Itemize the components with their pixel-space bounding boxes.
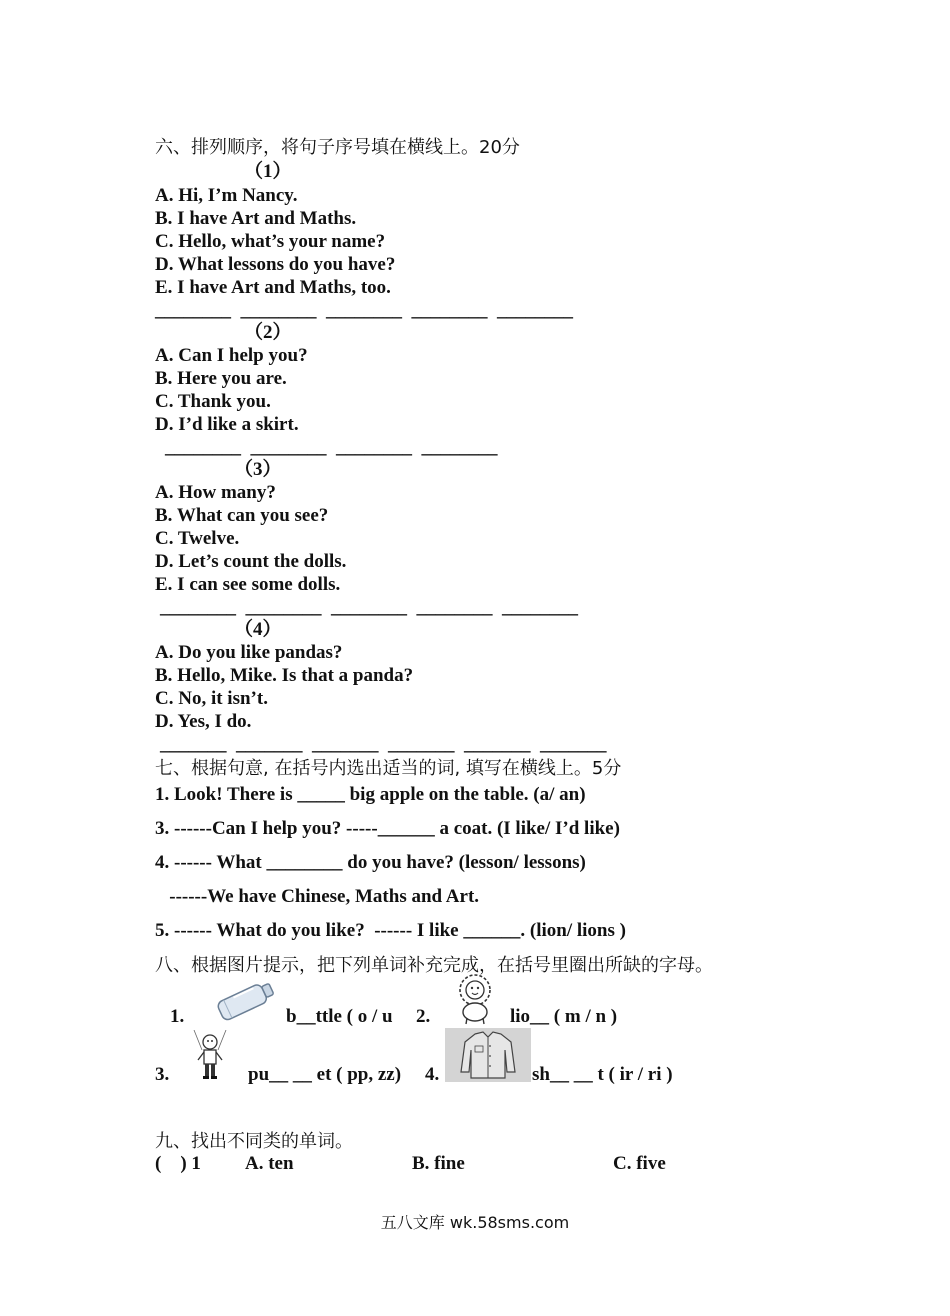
g3-item-b: B. What can you see? (155, 505, 329, 526)
g3-item-c: C. Twelve. (155, 528, 240, 549)
group-2-number: （2） (244, 322, 292, 343)
sec8-q2-number: 2. (416, 1006, 431, 1027)
sec7-q1: 1. Look! There is _____ big apple on the table. (a/ an) (155, 784, 586, 805)
bottle-icon (210, 975, 280, 1027)
sec9-q1-option-c: C. five (613, 1153, 666, 1174)
sec7-q5: 5. ------ What do you like? ------ I like ______. (lion/ lions ) (155, 920, 626, 941)
sec8-q1-word: b__ttle ( o / u (286, 1006, 393, 1027)
sec7-q3: 3. ------Can I help you? -----______ a coat. (I like/ I’d like) (155, 818, 620, 839)
g1-item-e: E. I have Art and Maths, too. (155, 277, 391, 298)
g3-item-d: D. Let’s count the dolls. (155, 551, 347, 572)
g2-answer-blanks[interactable]: ________ ________ ________ ________ (165, 437, 498, 458)
sec8-q3-word: pu__ __ et ( pp, zz) (248, 1064, 402, 1085)
sec8-q4-word: sh__ __ t ( ir / ri ) (532, 1064, 673, 1085)
g2-item-c: C. Thank you. (155, 391, 271, 412)
sec8-q2-word: lio__ ( m / n ) (510, 1006, 618, 1027)
g4-item-b: B. Hello, Mike. Is that a panda? (155, 665, 414, 686)
g3-item-a: A. How many? (155, 482, 276, 503)
g3-item-e: E. I can see some dolls. (155, 574, 341, 595)
g4-answer-blanks[interactable]: _______ _______ _______ _______ _______ _______ (160, 734, 607, 755)
g3-answer-blanks[interactable]: ________ ________ ________ ________ ________ (160, 597, 578, 618)
g1-answer-blanks[interactable]: ________ ________ ________ ________ ________ (155, 300, 573, 321)
section-6-title: 六、排列顺序，将句子序号填在横线上。20分 (155, 137, 520, 158)
g1-item-a: A. Hi, I’m Nancy. (155, 185, 298, 206)
g1-item-b: B. I have Art and Maths. (155, 208, 357, 229)
section-9-title: 九、找出不同类的单词。 (155, 1131, 353, 1152)
g4-item-d: D. Yes, I do. (155, 711, 252, 732)
g4-item-a: A. Do you like pandas? (155, 642, 343, 663)
sec9-q1-paren[interactable]: ( ) 1 (155, 1153, 201, 1174)
g2-item-b: B. Here you are. (155, 368, 287, 389)
g1-item-c: C. Hello, what’s your name? (155, 231, 386, 252)
lion-icon (450, 972, 500, 1026)
g4-item-c: C. No, it isn’t. (155, 688, 268, 709)
sec8-q4-number: 4. (425, 1064, 440, 1085)
group-3-number: （3） (234, 459, 282, 480)
g2-item-a: A. Can I help you? (155, 345, 308, 366)
puppet-icon (190, 1030, 230, 1082)
g1-item-d: D. What lessons do you have? (155, 254, 396, 275)
g2-item-d: D. I’d like a skirt. (155, 414, 299, 435)
sec9-q1-option-a: A. ten (245, 1153, 294, 1174)
sec7-q4: 4. ------ What ________ do you have? (lesson/ lessons) (155, 852, 586, 873)
section-8-title: 八、根据图片提示，把下列单词补充完成，在括号里圈出所缺的字母。 (155, 955, 713, 976)
sec9-q1-option-b: B. fine (412, 1153, 465, 1174)
shirt-icon (445, 1028, 531, 1082)
sec8-q3-number: 3. (155, 1064, 170, 1085)
group-1-number: （1） (244, 161, 292, 182)
section-7-title: 七、根据句意, 在括号内选出适当的词, 填写在横线上。5分 (155, 758, 622, 779)
page-footer: 五八文库 wk.58sms.com (380, 1213, 570, 1232)
group-4-number: （4） (234, 619, 282, 640)
sec7-q4-answer: ------We have Chinese, Maths and Art. (155, 886, 480, 907)
sec8-q1-number: 1. (170, 1006, 185, 1027)
